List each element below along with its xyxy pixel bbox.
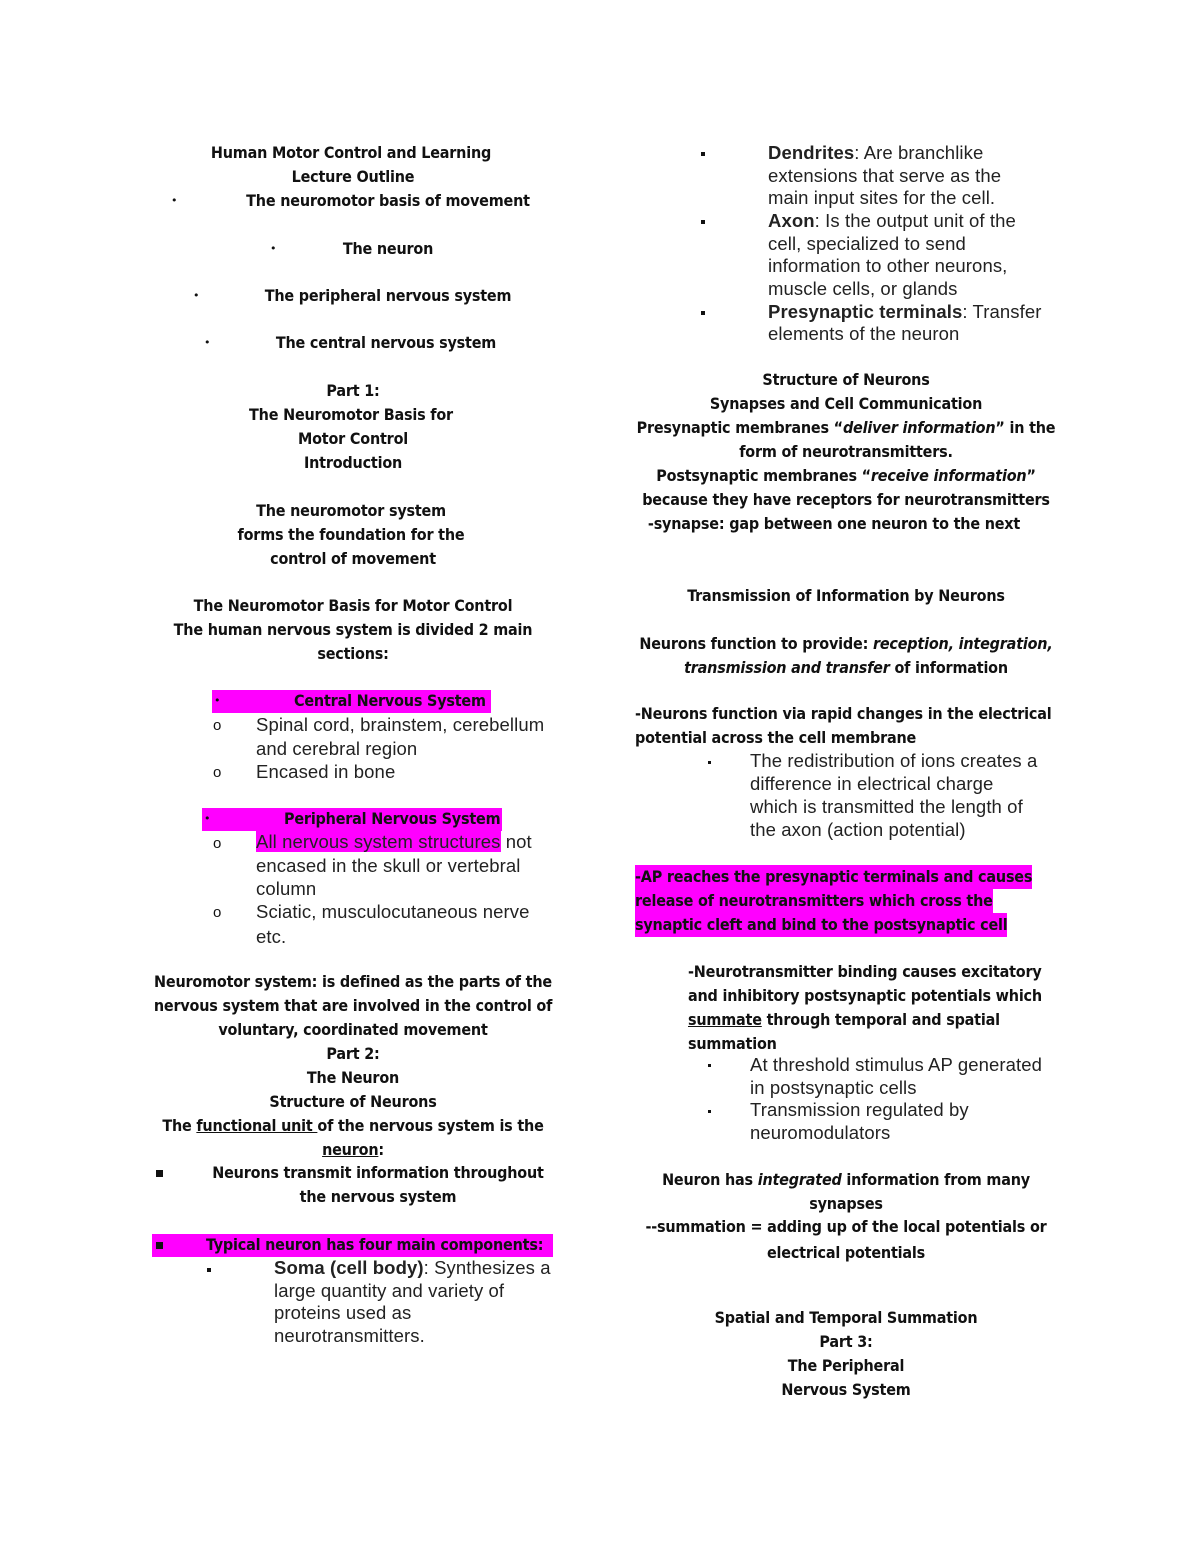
list-item: Transmission regulated by (750, 1099, 969, 1120)
definition-line: Neuromotor system: is defined as the parts of the (154, 972, 552, 991)
paragraph-line: Presynaptic membranes “deliver information” in the (636, 418, 1056, 437)
highlighted-paragraph: -AP reaches the presynaptic terminals and causes (635, 865, 1032, 889)
paragraph-line: electrical potentials (766, 1243, 926, 1262)
small-square-bullet-icon (701, 152, 705, 156)
intro-line: forms the foundation for the (237, 525, 465, 544)
definition-line: nervous system that are involved in the control of (153, 996, 553, 1015)
list-item: main input sites for the cell. (768, 187, 996, 208)
section-heading: Structure of Neurons (269, 1092, 437, 1111)
circle-bullet-icon: o (213, 835, 222, 852)
list-item: the axon (action potential) (750, 819, 966, 840)
section-heading: Synapses and Cell Communication (709, 394, 983, 413)
section-heading: Transmission of Information by Neurons (687, 586, 1005, 605)
section-heading: Spatial and Temporal Summation (714, 1308, 978, 1327)
outline-item: The neuromotor basis of movement (246, 191, 530, 210)
list-item: neurotransmitters. (274, 1325, 425, 1346)
paragraph-line: sections: (317, 644, 389, 663)
section-heading: Nervous System (781, 1380, 911, 1399)
list-item: The redistribution of ions creates a (750, 750, 1038, 771)
paragraph-line: synapses (809, 1194, 883, 1213)
highlighted-paragraph: release of neurotransmitters which cross the (635, 889, 993, 913)
list-item: neuromodulators (750, 1122, 891, 1143)
paragraph-line: transmission and transfer of information (684, 658, 1008, 677)
document-subtitle: Lecture Outline (291, 167, 415, 186)
list-item: proteins used as (274, 1302, 412, 1323)
section-heading: Part 2: (326, 1044, 380, 1063)
list-item: Axon: Is the output unit of the (768, 210, 1016, 231)
list-item: Soma (cell body): Synthesizes a (274, 1257, 551, 1278)
list-item: At threshold stimulus AP generated (750, 1054, 1043, 1075)
paragraph-line: summation (688, 1034, 777, 1053)
list-item: large quantity and variety of (274, 1280, 505, 1301)
outline-item: The peripheral nervous system (264, 286, 512, 305)
paragraph-line: Neurons function to provide: reception, integration, (639, 634, 1053, 653)
list-item: which is transmitted the length of (750, 796, 1023, 817)
list-item: Encased in bone (256, 761, 396, 782)
square-bullet-icon (156, 1170, 163, 1177)
small-square-bullet-icon (207, 1268, 211, 1272)
bullet-icon: • (270, 242, 277, 255)
section-heading: Motor Control (297, 429, 409, 448)
paragraph-line: Postsynaptic membranes “receive information” (656, 466, 1036, 485)
highlighted-heading: Typical neuron has four main components: (206, 1235, 544, 1254)
list-item: column (256, 878, 317, 899)
list-item: Presynaptic terminals: Transfer (768, 301, 1042, 322)
paragraph-line: Neuron has integrated information from many (662, 1170, 1030, 1189)
list-item: Dendrites: Are branchlike (768, 142, 984, 163)
highlighted-text: All nervous system structures (256, 831, 501, 852)
square-bullet-icon (156, 1242, 163, 1249)
intro-line: The neuromotor system (256, 501, 446, 520)
paragraph-line: because they have receptors for neurotransmitters (642, 490, 1050, 509)
list-item: All nervous system structures not (256, 831, 532, 852)
list-item: in postsynaptic cells (750, 1077, 917, 1098)
list-item: difference in electrical charge (750, 773, 994, 794)
definition-line: voluntary, coordinated movement (218, 1020, 488, 1039)
section-heading: The Peripheral (787, 1356, 905, 1375)
bullet-icon: • (214, 694, 221, 707)
small-square-bullet-icon (701, 311, 705, 315)
list-item: extensions that serve as the (768, 165, 1002, 186)
paragraph-line: neuron: (322, 1140, 384, 1159)
section-heading: Part 1: (326, 381, 380, 400)
paragraph-line: -synapse: gap between one neuron to the next (647, 514, 1021, 533)
paragraph-line: -Neurons function via rapid changes in the electrical (635, 704, 1052, 723)
pns-heading: Peripheral Nervous System (284, 809, 501, 828)
circle-bullet-icon: o (213, 764, 222, 781)
paragraph-line: The human nervous system is divided 2 main (173, 620, 533, 639)
bullet-icon: • (204, 336, 211, 349)
paragraph-line: the nervous system (299, 1187, 457, 1206)
cns-heading: Central Nervous System (294, 691, 486, 710)
small-square-bullet-icon (701, 220, 705, 224)
list-item: elements of the neuron (768, 323, 960, 344)
list-item: information to other neurons, (768, 255, 1008, 276)
paragraph-line: The functional unit of the nervous system is the (162, 1116, 544, 1135)
list-item: Spinal cord, brainstem, cerebellum (256, 714, 545, 735)
small-square-bullet-icon (708, 1110, 711, 1113)
small-square-bullet-icon (708, 1064, 711, 1067)
paragraph-line: Neurons transmit information throughout (212, 1163, 544, 1182)
paragraph-line: and inhibitory postsynaptic potentials which (688, 986, 1042, 1005)
small-square-bullet-icon (708, 761, 711, 764)
list-item: etc. (256, 926, 287, 947)
section-heading: The Neuromotor Basis for Motor Control (193, 596, 513, 615)
bullet-icon: • (193, 289, 200, 302)
list-item: encased in the skull or vertebral (256, 855, 521, 876)
intro-line: control of movement (270, 549, 436, 568)
document-title: Human Motor Control and Learning (210, 143, 492, 162)
paragraph-line: potential across the cell membrane (635, 728, 917, 747)
highlighted-paragraph: synaptic cleft and bind to the postsynaptic cell (635, 913, 1007, 937)
paragraph-line: -Neurotransmitter binding causes excitatory (688, 962, 1042, 981)
bullet-icon: • (204, 812, 211, 825)
section-heading: The Neuromotor Basis for (249, 405, 453, 424)
list-item: muscle cells, or glands (768, 278, 958, 299)
circle-bullet-icon: o (213, 904, 222, 921)
section-heading: The Neuron (306, 1068, 400, 1087)
bullet-icon: • (171, 194, 178, 207)
outline-item: The neuron (342, 239, 434, 258)
list-item: Sciatic, musculocutaneous nerve (256, 901, 530, 922)
section-heading: Introduction (303, 453, 403, 472)
paragraph-line: form of neurotransmitters. (739, 442, 953, 461)
section-heading: Structure of Neurons (762, 370, 930, 389)
section-heading: Part 3: (819, 1332, 873, 1351)
paragraph-line: --summation = adding up of the local potentials or (645, 1217, 1047, 1236)
list-item: and cerebral region (256, 738, 418, 759)
outline-item: The central nervous system (275, 333, 497, 352)
circle-bullet-icon: o (213, 717, 222, 734)
list-item: cell, specialized to send (768, 233, 966, 254)
paragraph-line: summate through temporal and spatial (688, 1010, 1000, 1029)
